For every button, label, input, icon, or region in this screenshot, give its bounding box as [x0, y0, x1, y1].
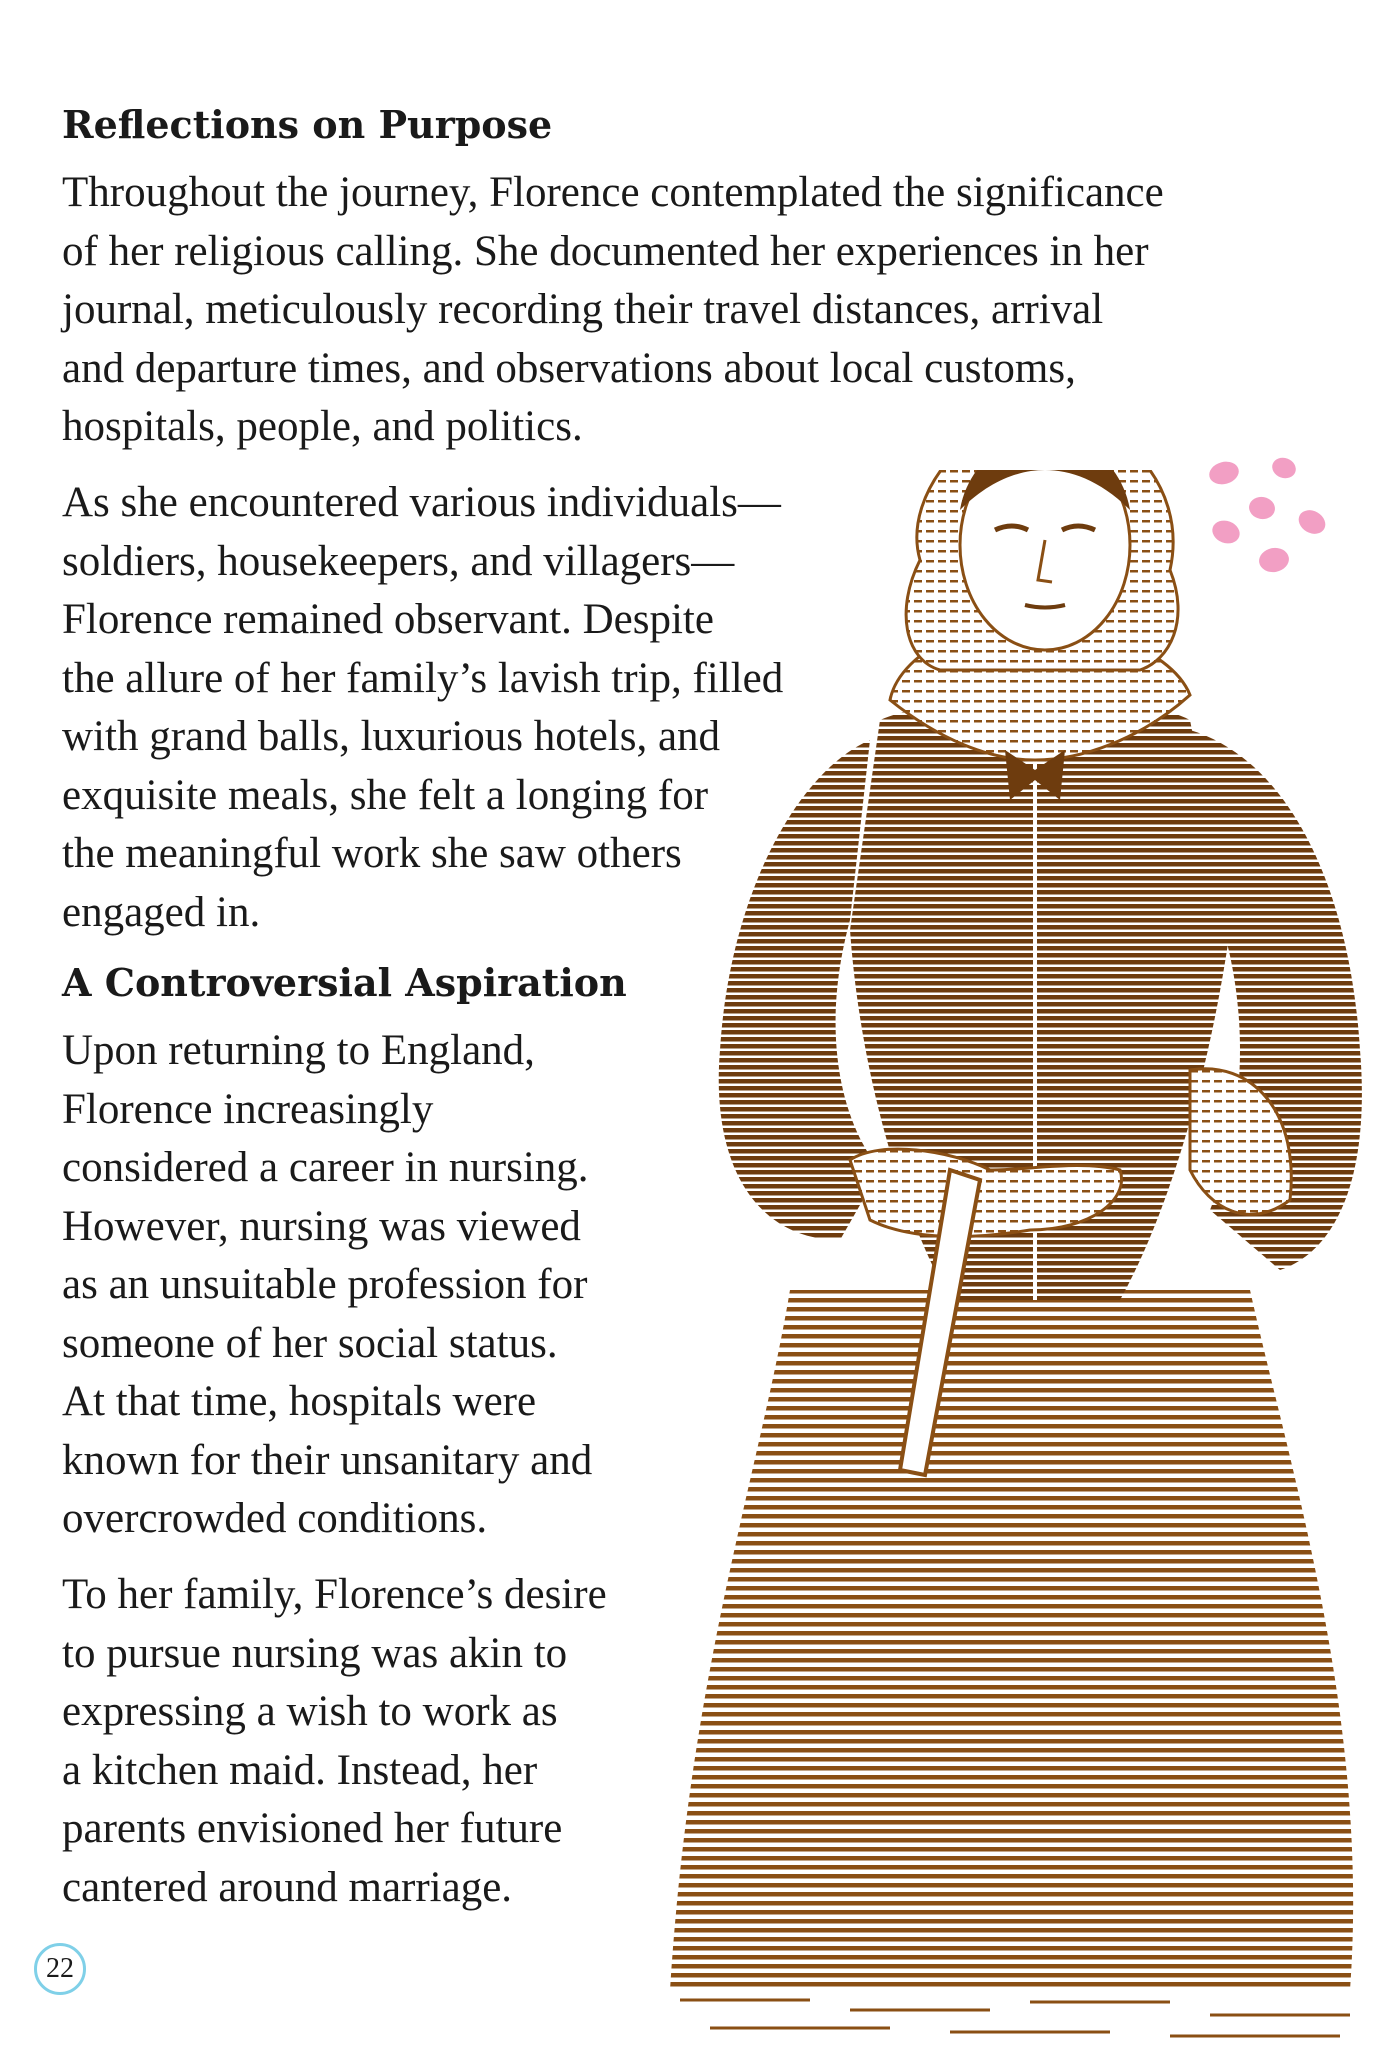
paragraph-england: [62, 1022, 592, 1549]
paragraph-family: [62, 1566, 607, 1917]
text-line: considered a career in nursing.: [62, 1144, 589, 1191]
text-line: with grand balls, luxurious hotels, and: [62, 713, 721, 760]
text-line: someone of her social status.: [62, 1319, 558, 1367]
section-heading-aspiration: A Controversial Aspiration: [62, 960, 627, 1005]
text-line: As she encountered various individuals—: [62, 479, 781, 526]
text-line: the allure of her family’s lavish trip, filled: [62, 654, 784, 702]
text-line: overcrowded conditions.: [62, 1495, 488, 1542]
text-line: Florence remained observant. Despite: [62, 596, 714, 643]
ground-strokes: [680, 2000, 1350, 2036]
text-line: of her religious calling. She documented her experiences in her: [62, 227, 1149, 275]
text-line: engaged in.: [62, 888, 261, 936]
text-line: to pursue nursing was akin to: [62, 1629, 568, 1677]
text-line: as an unsuitable profession for: [62, 1261, 588, 1308]
text-line: a kitchen maid. Instead, her: [62, 1746, 538, 1794]
section-heading-reflections: Reflections on Purpose: [62, 102, 553, 147]
skirt: [670, 1290, 1353, 1990]
text-line: cantered around marriage.: [62, 1863, 513, 1911]
text-line: Florence increasingly: [62, 1085, 434, 1133]
text-line: Throughout the journey, Florence contemplated the significance: [62, 169, 1164, 216]
text-line: journal, meticulously recording their travel distances, arrival: [62, 286, 1104, 333]
engraved-portrait-woman-icon: [650, 470, 1374, 2048]
text-line: Upon returning to England,: [62, 1027, 535, 1074]
text-line: exquisite meals, she felt a longing for: [62, 771, 709, 819]
text-line: To her family, Florence’s desire: [62, 1571, 607, 1618]
text-line: soldiers, housekeepers, and villagers—: [62, 537, 735, 585]
page-number: 22: [34, 1943, 86, 1995]
paragraph-journey: [62, 164, 1164, 457]
text-line: known for their unsanitary and: [62, 1436, 593, 1484]
text-line: the meaningful work she saw others: [62, 830, 682, 877]
text-line: At that time, hospitals were: [62, 1378, 537, 1425]
text-line: hospitals, people, and politics.: [62, 403, 583, 450]
text-line: parents envisioned her future: [62, 1805, 563, 1852]
text-line: expressing a wish to work as: [62, 1688, 558, 1735]
text-line: and departure times, and observations about local customs,: [62, 344, 1076, 392]
text-line: However, nursing was viewed: [62, 1202, 581, 1250]
